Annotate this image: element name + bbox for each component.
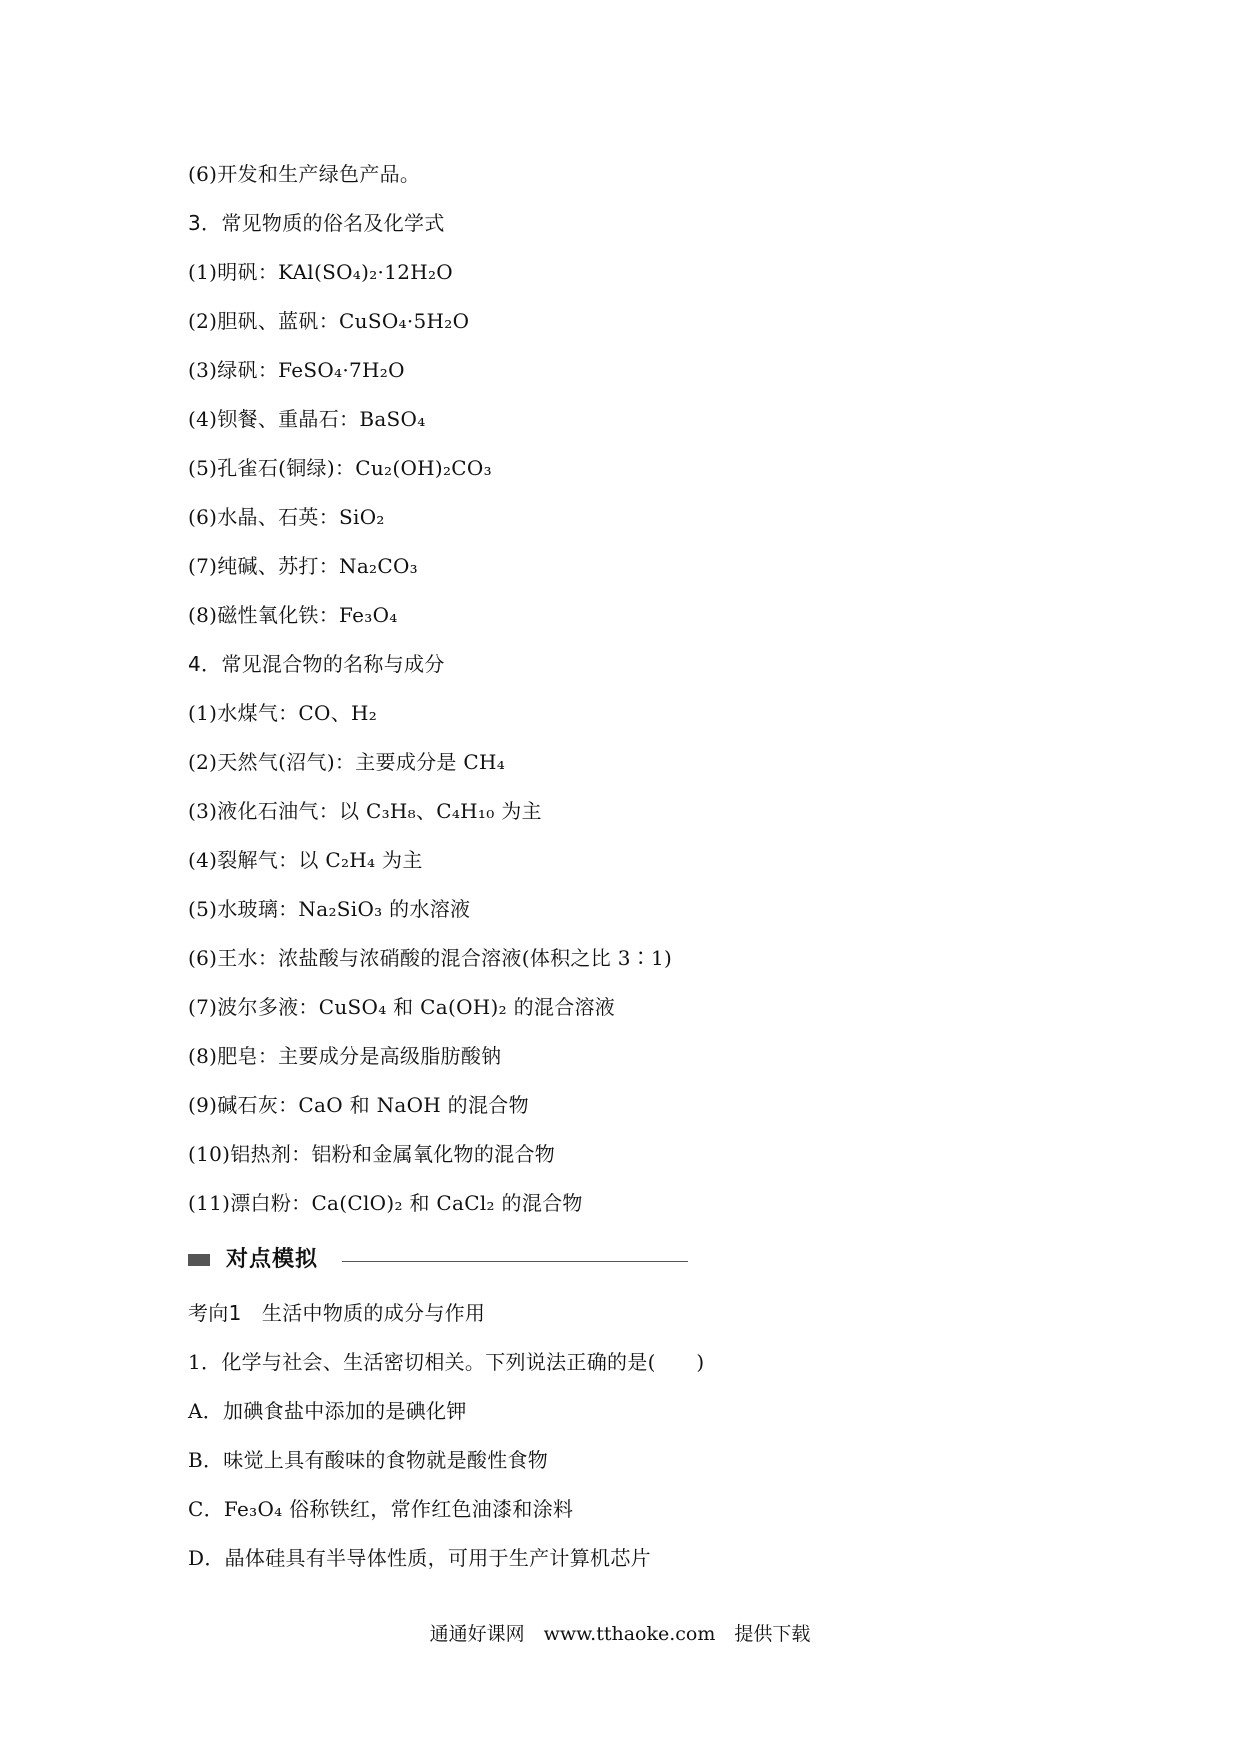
content-line: (5)孔雀石(铜绿)：Cu₂(OH)₂CO₃: [188, 456, 492, 480]
question-option-d: D．晶体硅具有半导体性质，可用于生产计算机芯片: [188, 1546, 651, 1570]
content-line: (3)液化石油气：以 C₃H₈、C₄H₁₀ 为主: [188, 799, 542, 823]
content-line: (4)裂解气：以 C₂H₄ 为主: [188, 848, 423, 872]
content-line: (10)铝热剂：铝粉和金属氧化物的混合物: [188, 1142, 556, 1166]
content-line: (7)纯碱、苏打：Na₂CO₃: [188, 554, 418, 578]
content-line: (6)开发和生产绿色产品。: [188, 162, 421, 186]
subheading: 考向1 生活中物质的成分与作用: [188, 1301, 486, 1325]
content-line: (6)王水：浓盐酸与浓硝酸的混合溶液(体积之比 3∶1): [188, 946, 673, 970]
section-rule: [342, 1261, 688, 1262]
content-line: (5)水玻璃：Na₂SiO₃ 的水溶液: [188, 897, 471, 921]
content-line: (8)肥皂：主要成分是高级脂肪酸钠: [188, 1044, 502, 1068]
content-line: (2)胆矾、蓝矾：CuSO₄·5H₂O: [188, 309, 470, 333]
content-line: (1)明矾：KAl(SO₄)₂·12H₂O: [188, 260, 454, 284]
content-line: (4)钡餐、重晶石：BaSO₄: [188, 407, 426, 431]
question-option-c: C．Fe₃O₄ 俗称铁红，常作红色油漆和涂料: [188, 1497, 574, 1521]
footer-source-note: 通通好课网 www.tthaoke.com 提供下载: [429, 1623, 811, 1645]
content-line: (6)水晶、石英：SiO₂: [188, 505, 385, 529]
content-line: (7)波尔多液：CuSO₄ 和 Ca(OH)₂ 的混合溶液: [188, 995, 616, 1019]
content-line: (1)水煤气：CO、H₂: [188, 701, 378, 725]
content-line: (9)碱石灰：CaO 和 NaOH 的混合物: [188, 1093, 529, 1117]
section-heading: 3．常见物质的俗名及化学式: [188, 211, 445, 235]
section-header: [188, 1246, 688, 1276]
content-line: (11)漂白粉：Ca(ClO)₂ 和 CaCl₂ 的混合物: [188, 1191, 583, 1215]
question-option-a: A．加碘食盐中添加的是碘化钾: [188, 1399, 467, 1423]
question-option-b: B．味觉上具有酸味的食物就是酸性食物: [188, 1448, 549, 1472]
content-line: (2)天然气(沼气)：主要成分是 CH₄: [188, 750, 506, 774]
section-marker-block: [188, 1254, 210, 1266]
content-line: (3)绿矾：FeSO₄·7H₂O: [188, 358, 405, 382]
section-title: 对点模拟: [226, 1247, 319, 1272]
question-stem: 1．化学与社会、生活密切相关。下列说法正确的是( ): [188, 1350, 705, 1374]
section-heading: 4．常见混合物的名称与成分: [188, 652, 445, 676]
content-line: (8)磁性氧化铁：Fe₃O₄: [188, 603, 398, 627]
